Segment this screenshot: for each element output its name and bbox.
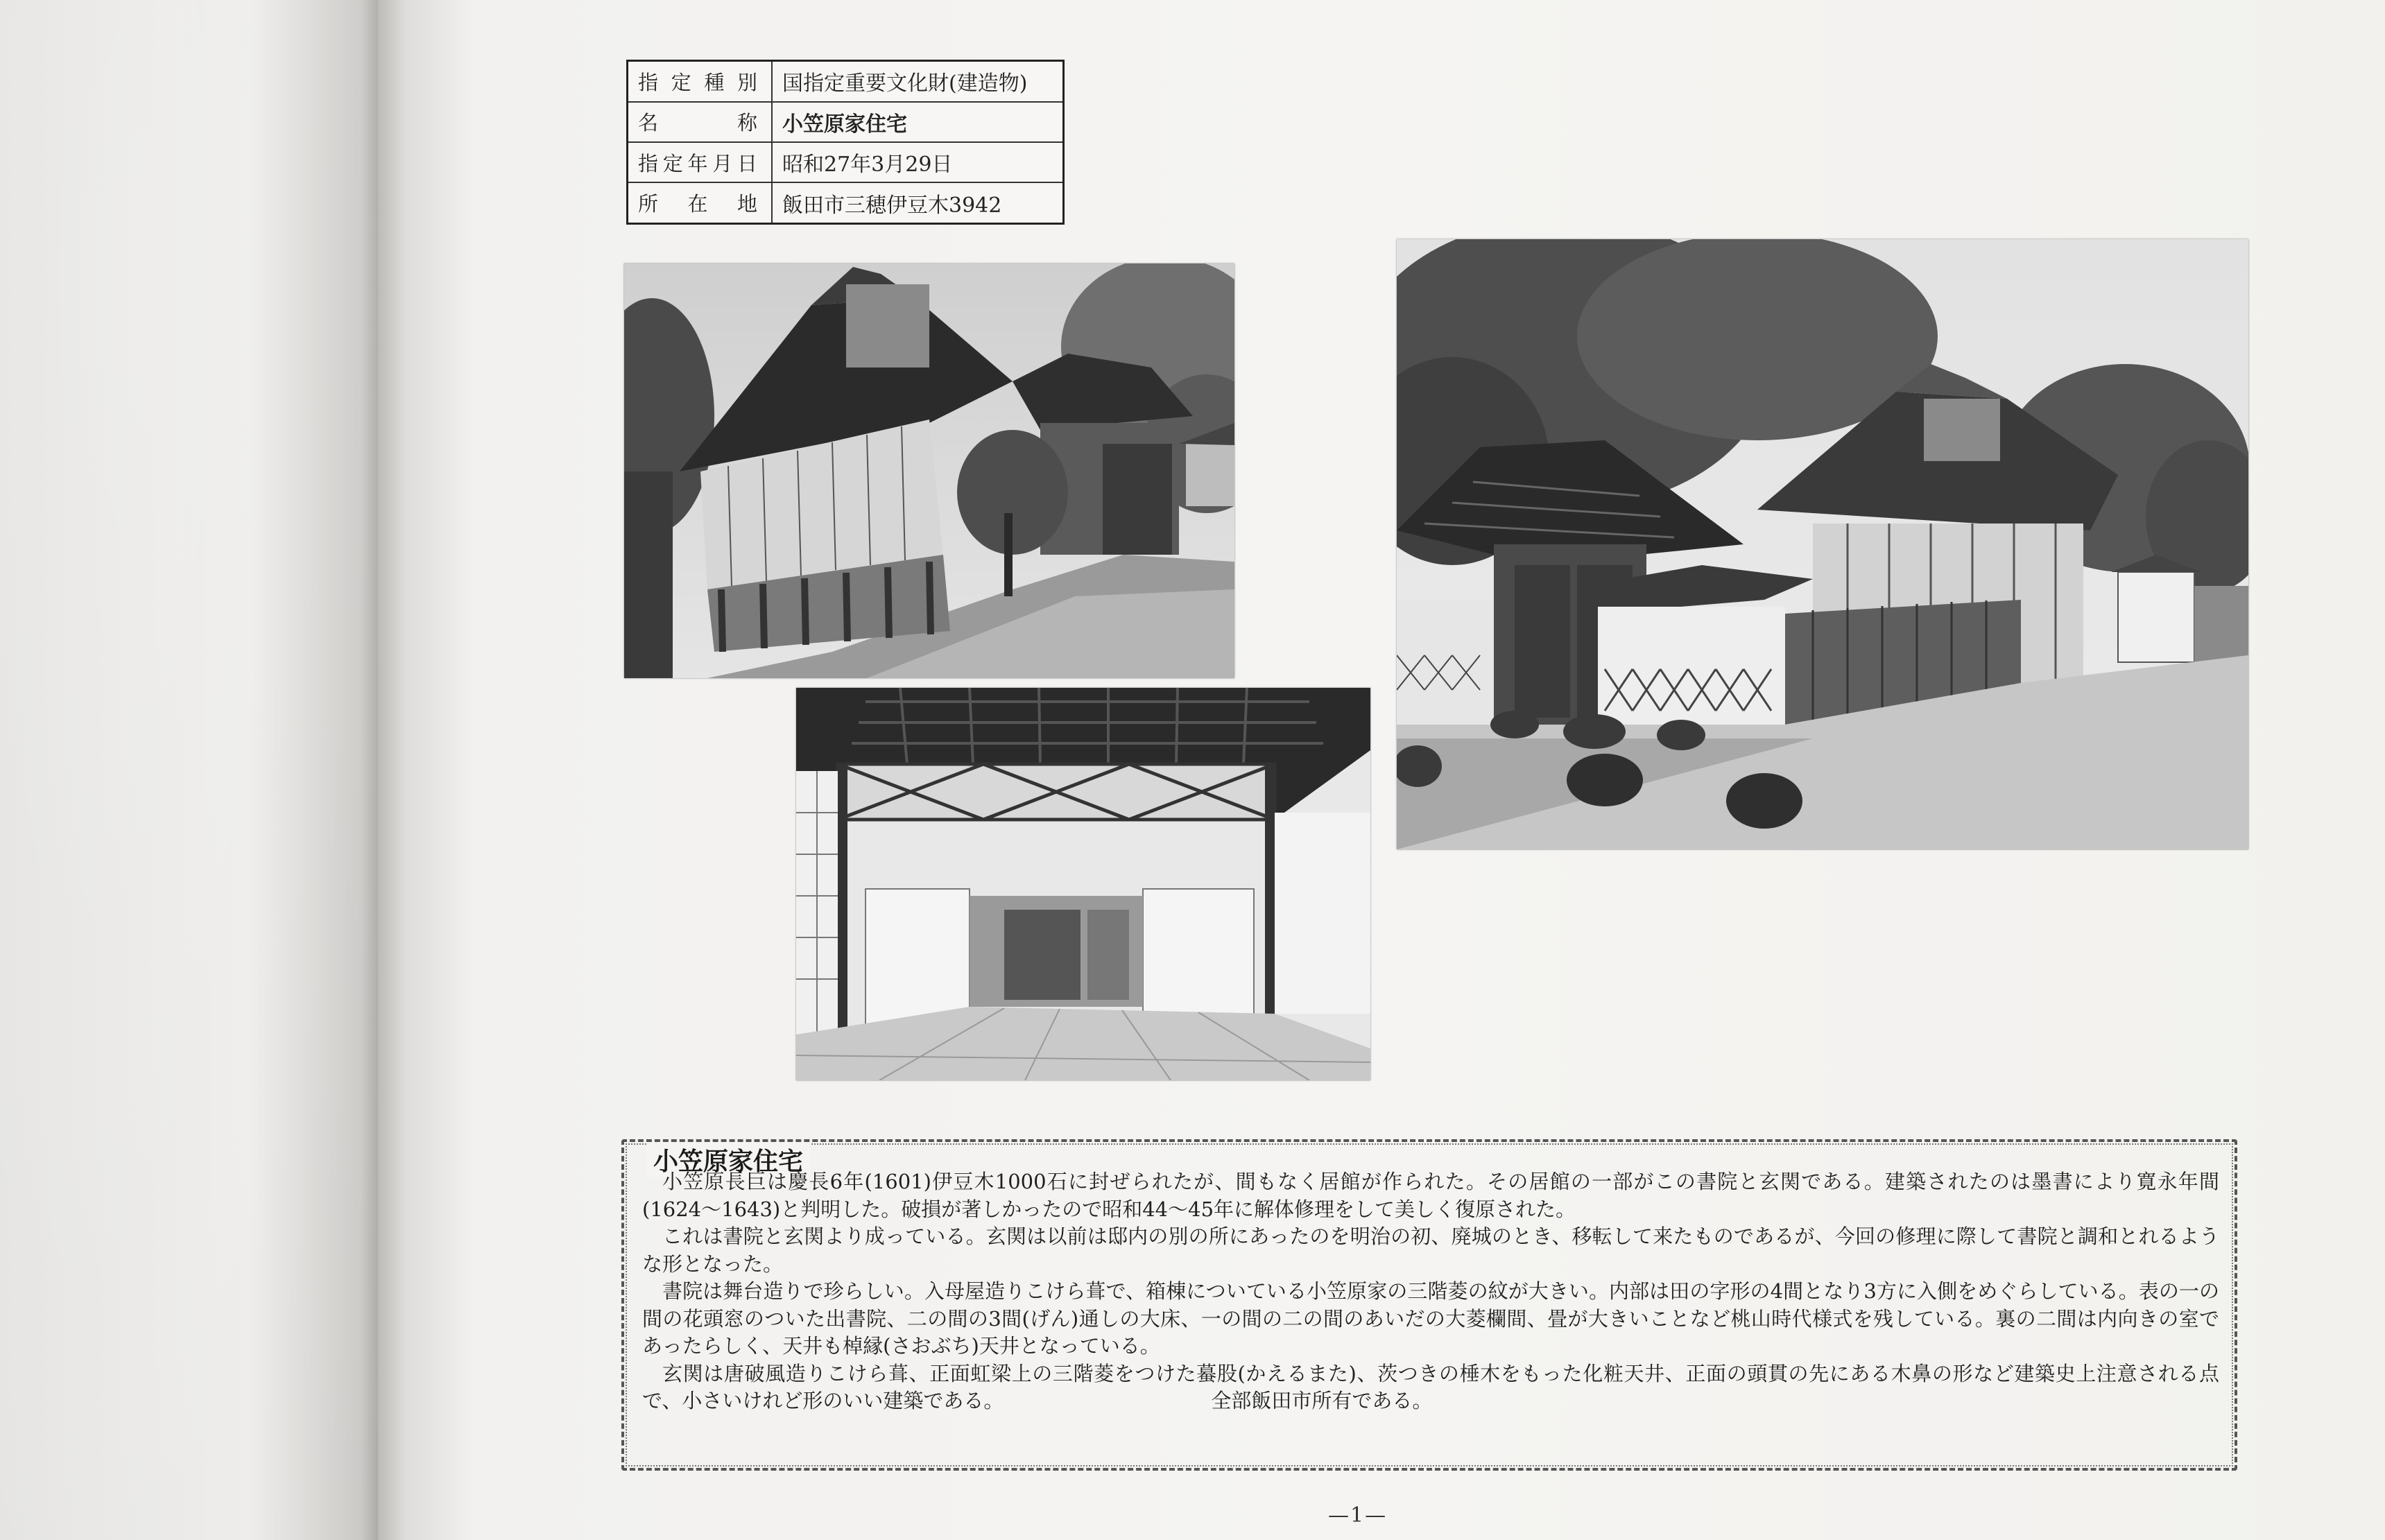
genkan-text: 玄関は唐破風造りこけら葺、正面虹梁上の三階菱をつけた蟇股(かえるまた)、茨つきの棰木をもった化粧天井、正面の頭貫の先にある木鼻の形など建築史上注意される点で、小さいけれど形のいい建築である。 [642, 1361, 2219, 1412]
location-value: 飯田市三穂伊豆木3942 [772, 182, 1064, 223]
description-box [621, 1139, 2237, 1471]
paragraph-shoin: 書院は舞台造りで珍らしい。入母屋造りこけら葺で、箱棟についている小笠原家の三階菱の紋が大きい。内部は田の字形の4間となり3方に入側をめぐらしている。表の一の間の花頭窓のついた出書院、二の間の3間(げん)通しの大床、一の間の二の間のあいだの大菱欄間、畳が大きいことなど桃山時代様式を残している。裏の二間は内向きの室であったらしく、天井も棹縁(さおぶち)天井となっている。 [642, 1279, 2219, 1358]
location-label: 所在地 [628, 182, 773, 223]
shoin-exterior-photo [624, 263, 1234, 678]
description-body [642, 1168, 2219, 1415]
name-value: 小笠原家住宅 [772, 102, 1064, 142]
designation-type-value: 国指定重要文化財(建造物) [772, 61, 1064, 102]
table-row [628, 182, 1064, 223]
owner-note: 全部飯田市所有である。 [1211, 1389, 1433, 1412]
shoin-interior-photo [796, 688, 1370, 1080]
left-page [0, 0, 378, 1540]
designation-date-label: 指定年月日 [628, 142, 773, 182]
designation-type-label: 指定種別 [628, 61, 773, 102]
genkan-exterior-photo [1397, 239, 2248, 849]
table-row [628, 142, 1064, 182]
paragraph-history: 小笠原長巨は慶長6年(1601)伊豆木1000石に封ぜられたが、間もなく居館が作られた。その居館の一部がこの書院と玄関である。建築されたのは墨書により寛永年間(1624〜1643)と判明した。破損が著しかったので昭和44〜45年に解体修理をして美しく復原された。 [642, 1170, 2219, 1221]
paragraph-genkan [642, 1360, 2219, 1415]
designation-info-table [626, 60, 1065, 225]
table-row [628, 61, 1064, 102]
page-number: —1— [1328, 1503, 1388, 1528]
name-label: 名称 [628, 102, 773, 142]
table-row [628, 102, 1064, 142]
paragraph-composition: これは書院と玄関より成っている。玄関は以前は邸内の別の所にあったのを明治の初、廃城のとき、移転して来たものであるが、今回の修理に際して書院と調和とれるような形となった。 [642, 1225, 2219, 1276]
designation-date-value: 昭和27年3月29日 [772, 142, 1064, 182]
section-title: 小笠原家住宅 [646, 1142, 810, 1177]
